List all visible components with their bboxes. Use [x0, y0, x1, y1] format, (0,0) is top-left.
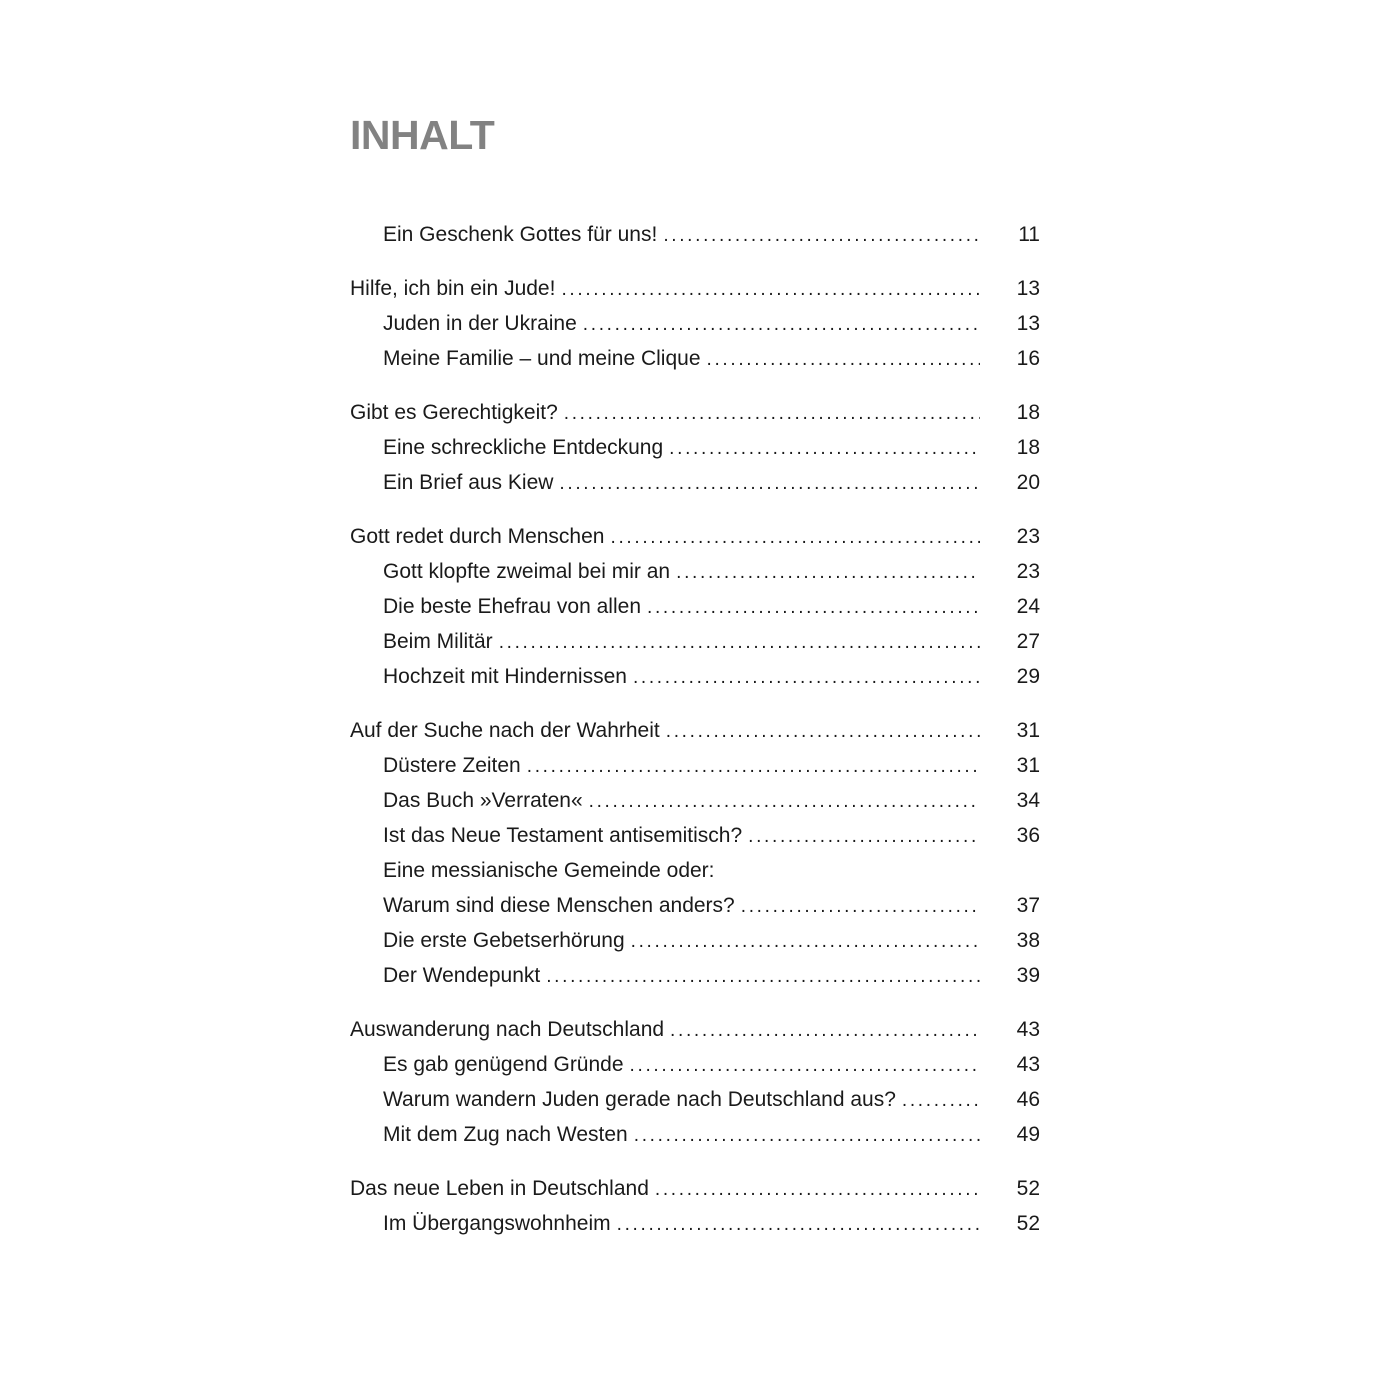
toc-page-number: 29	[1016, 665, 1040, 688]
toc-subchapter-entry	[350, 589, 1040, 624]
toc-section	[350, 395, 1040, 500]
toc-entry-title: Eine schreckliche Entdeckung	[383, 436, 664, 459]
toc-page-number: 38	[1016, 929, 1040, 952]
toc-subchapter-entry	[350, 748, 1040, 783]
toc-subchapter-entry	[350, 1206, 1040, 1241]
toc-subchapter-entry	[350, 853, 1040, 888]
toc-entry-title: Gibt es Gerechtigkeit?	[350, 401, 558, 424]
toc-dot-leader	[634, 1118, 980, 1153]
toc-dot-leader	[676, 555, 980, 590]
page-title: INHALT	[350, 112, 495, 158]
toc-subchapter-entry	[350, 1047, 1040, 1082]
toc-section	[350, 217, 1040, 252]
toc-page-number: 43	[1016, 1018, 1040, 1041]
toc-dot-leader	[610, 520, 980, 555]
toc-dot-leader	[748, 819, 980, 854]
toc-dot-leader	[647, 590, 980, 625]
toc-dot-leader	[663, 218, 980, 253]
toc-entry-title: Die beste Ehefrau von allen	[383, 595, 641, 618]
toc-dot-leader	[655, 1172, 980, 1207]
toc-page-number: 49	[1016, 1123, 1040, 1146]
toc-page-number: 16	[1016, 347, 1040, 370]
toc-entry-title: Ein Geschenk Gottes für uns!	[383, 223, 658, 246]
toc-dot-leader	[741, 889, 980, 924]
toc-dot-leader	[669, 431, 980, 466]
toc-entry-title: Juden in der Ukraine	[383, 312, 577, 335]
toc-subchapter-entry	[350, 430, 1040, 465]
toc-page-number: 34	[1016, 789, 1040, 812]
toc-subchapter-entry	[350, 783, 1040, 818]
toc-subchapter-entry	[350, 306, 1040, 341]
toc-dot-leader	[630, 1048, 980, 1083]
toc-section	[350, 271, 1040, 376]
toc-chapter-entry	[350, 271, 1040, 306]
toc-dot-leader	[559, 466, 980, 501]
toc-page	[350, 0, 1040, 1400]
toc-page-number: 20	[1016, 471, 1040, 494]
toc-entry-title: Warum sind diese Menschen anders?	[383, 894, 735, 917]
toc-page-number: 52	[1016, 1177, 1040, 1200]
toc-entry-title: Das neue Leben in Deutschland	[350, 1177, 649, 1200]
toc-chapter-entry	[350, 713, 1040, 748]
toc-dot-leader	[631, 924, 980, 959]
toc-subchapter-entry	[350, 923, 1040, 958]
toc-entry-title: Hilfe, ich bin ein Jude!	[350, 277, 556, 300]
toc-entry-title: Warum wandern Juden gerade nach Deutschland aus?	[383, 1088, 896, 1111]
toc-chapter-entry	[350, 519, 1040, 554]
toc-page-number: 31	[1016, 719, 1040, 742]
toc-entry-title: Es gab genügend Gründe	[383, 1053, 624, 1076]
toc-entry-title: Beim Militär	[383, 630, 493, 653]
toc-chapter-entry	[350, 1171, 1040, 1206]
toc-dot-leader	[583, 307, 980, 342]
toc-page-number: 43	[1016, 1053, 1040, 1076]
toc-subchapter-entry	[350, 958, 1040, 993]
toc-page-number: 24	[1016, 595, 1040, 618]
toc-section	[350, 1171, 1040, 1241]
toc-chapter-entry	[350, 1012, 1040, 1047]
toc-subchapter-entry	[350, 217, 1040, 252]
toc-dot-leader	[633, 660, 980, 695]
toc-subchapter-entry	[350, 1117, 1040, 1152]
toc-section	[350, 713, 1040, 993]
toc-page-number: 46	[1016, 1088, 1040, 1111]
toc-entry-title: Ein Brief aus Kiew	[383, 471, 554, 494]
toc-chapter-entry	[350, 395, 1040, 430]
toc-page-number: 13	[1016, 277, 1040, 300]
toc-dot-leader	[589, 784, 980, 819]
toc-dot-leader	[666, 714, 980, 749]
toc-dot-leader	[670, 1013, 980, 1048]
toc-page-number: 23	[1016, 525, 1040, 548]
toc-page-number: 13	[1016, 312, 1040, 335]
toc-entry-title: Eine messianische Gemeinde oder:	[383, 859, 715, 882]
toc-entry-title: Hochzeit mit Hindernissen	[383, 665, 627, 688]
toc-page-number: 36	[1016, 824, 1040, 847]
toc-entry-title: Gott redet durch Menschen	[350, 525, 605, 548]
toc-entry-title: Gott klopfte zweimal bei mir an	[383, 560, 671, 583]
toc-entry-title: Das Buch »Verraten«	[383, 789, 583, 812]
toc-subchapter-entry	[350, 624, 1040, 659]
toc-page-number: 39	[1016, 964, 1040, 987]
toc-page-number: 23	[1016, 560, 1040, 583]
toc-subchapter-entry	[350, 1082, 1040, 1117]
toc-entry-title: Mit dem Zug nach Westen	[383, 1123, 628, 1146]
toc-page-number: 52	[1016, 1212, 1040, 1235]
toc-page-number: 18	[1016, 436, 1040, 459]
toc-entry-title: Die erste Gebetserhörung	[383, 929, 625, 952]
toc-page-number: 11	[1018, 223, 1040, 246]
toc-page-number: 18	[1016, 401, 1040, 424]
toc-subchapter-entry	[350, 888, 1040, 923]
toc-dot-leader	[707, 342, 981, 377]
toc-entry-title: Auswanderung nach Deutschland	[350, 1018, 665, 1041]
toc-subchapter-entry	[350, 659, 1040, 694]
toc-entry-title: Auf der Suche nach der Wahrheit	[350, 719, 660, 742]
toc-dot-leader	[564, 396, 980, 431]
toc-subchapter-entry	[350, 465, 1040, 500]
toc-dot-leader	[527, 749, 980, 784]
toc-page-number: 27	[1016, 630, 1040, 653]
toc-entry-title: Meine Familie – und meine Clique	[383, 347, 701, 370]
toc-subchapter-entry	[350, 818, 1040, 853]
toc-section	[350, 1012, 1040, 1152]
toc-dot-leader	[902, 1083, 980, 1118]
toc-page-number: 31	[1016, 754, 1040, 777]
toc-dot-leader	[561, 272, 980, 307]
toc-section	[350, 519, 1040, 694]
toc-entry-title: Düstere Zeiten	[383, 754, 521, 777]
toc-entry-title: Im Übergangswohnheim	[383, 1212, 611, 1235]
toc-dot-leader	[499, 625, 980, 660]
toc-subchapter-entry	[350, 341, 1040, 376]
toc-entry-title: Der Wendepunkt	[383, 964, 541, 987]
toc-subchapter-entry	[350, 554, 1040, 589]
toc-entry-title: Ist das Neue Testament antisemitisch?	[383, 824, 743, 847]
toc-page-number: 37	[1016, 894, 1040, 917]
toc-dot-leader	[546, 959, 980, 994]
toc-dot-leader	[617, 1207, 980, 1242]
table-of-contents	[350, 217, 1040, 1260]
